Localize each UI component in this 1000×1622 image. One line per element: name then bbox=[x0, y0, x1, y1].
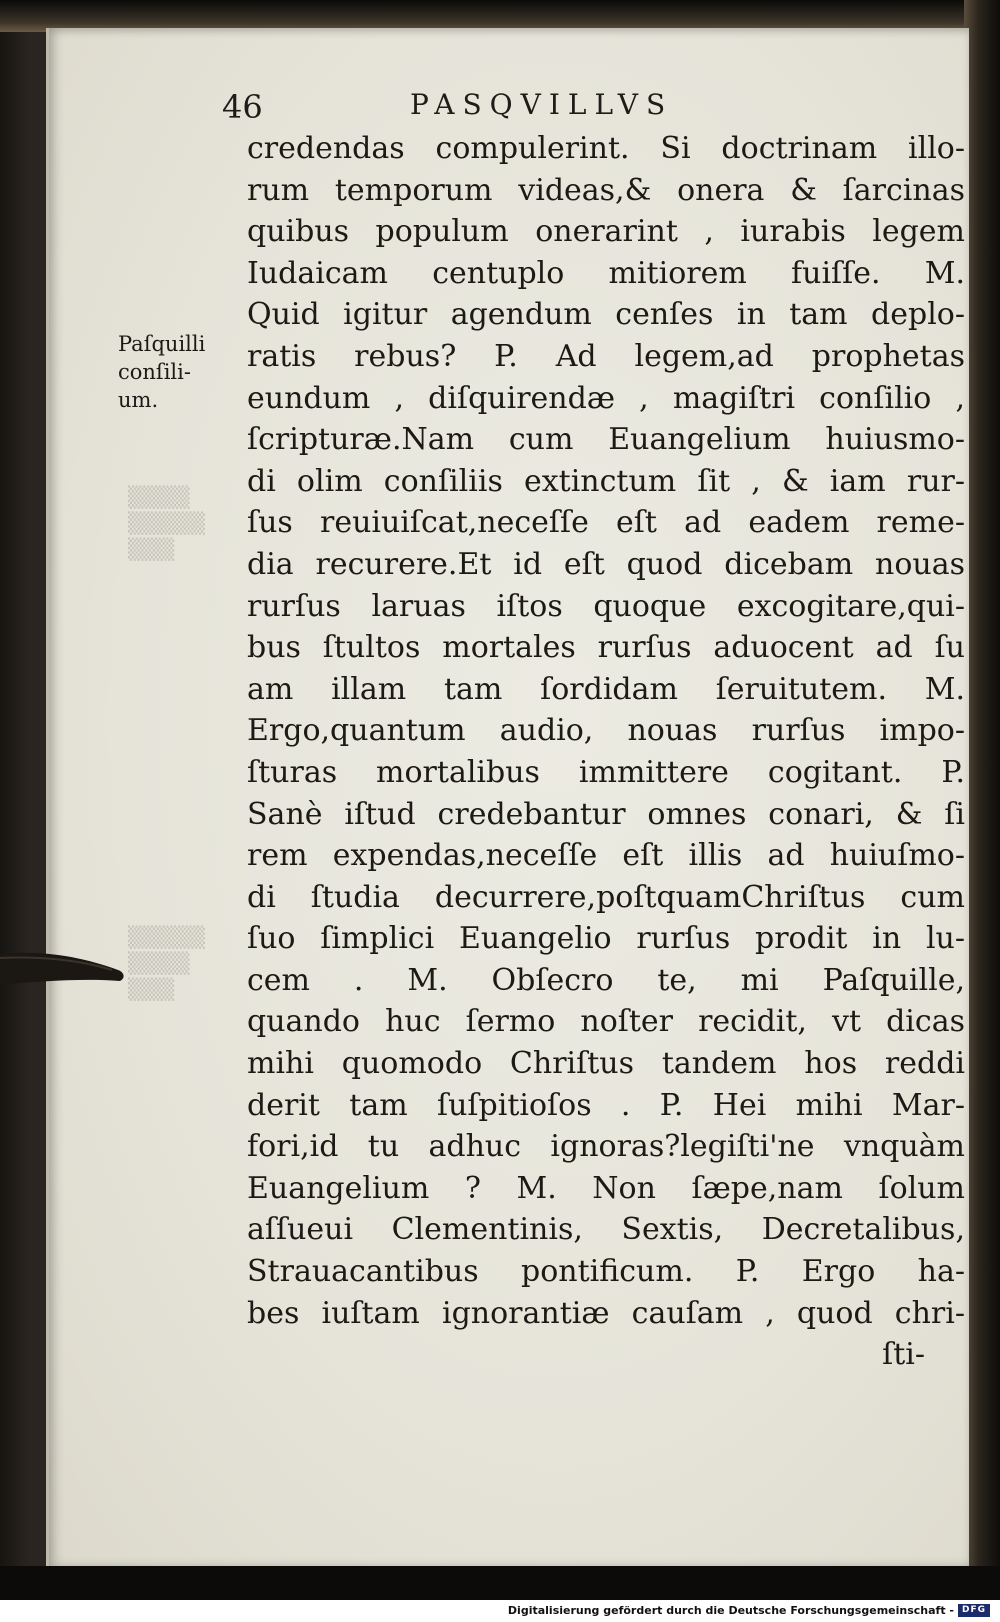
text-line: credendas compulerint. Si doctrinam illo- bbox=[247, 131, 965, 166]
text-line: quibus populum onerarint , iurabis legem bbox=[247, 214, 965, 250]
text-line: ratis rebus? P. Ad legem,ad prophetas bbox=[247, 338, 965, 374]
running-head: PASQVILLVS bbox=[410, 88, 674, 121]
scanner-bottom-band bbox=[0, 1566, 1000, 1600]
marginal-note bbox=[118, 330, 228, 414]
text-line: Iudaicam centuplo mitiorem fuiſſe. M. bbox=[247, 255, 965, 291]
text-line: mihi quomodo Chriſtus tandem hos reddi bbox=[247, 1046, 965, 1082]
show-through-text: ▒▒▒▒ ▒▒▒▒▒ ▒▒▒ bbox=[128, 485, 205, 561]
text-line: ſcripturæ.Nam cum Euangelium huiusmo- bbox=[247, 422, 965, 458]
text-line: Quid igitur agendum cenſes in tam deplo- bbox=[247, 297, 965, 333]
marginal-note-line: um. bbox=[118, 388, 159, 412]
text-line: ſturas mortalibus immittere cogitant. P. bbox=[247, 754, 965, 790]
text-line: dia recurere.Et id eſt quod dicebam nouas bbox=[247, 546, 965, 582]
text-line: ſus reuiuiſcat,neceſſe eſt ad eadem reme- bbox=[247, 505, 965, 541]
text-line: rem expendas,neceſſe eſt illis ad huiuſmo- bbox=[247, 838, 965, 874]
text-line: cem . M. Obſecro te, mi Paſquille, bbox=[247, 962, 965, 998]
text-line: bus ſtultos mortales rurſus aduocent ad ſu bbox=[247, 630, 965, 666]
text-line: di ſtudia decurrere,poſtquamChriſtus cum bbox=[247, 879, 965, 915]
text-line: bes iuſtam ignorantiæ cauſam , quod chri- bbox=[247, 1295, 965, 1331]
page-number: 46 bbox=[222, 88, 263, 126]
text-line: quando huc ſermo noſter recidit, vt dicas bbox=[247, 1004, 965, 1040]
text-line: derit tam ſuſpitioſos . P. Hei mihi Mar- bbox=[247, 1087, 965, 1123]
catchword: ſti- bbox=[882, 1337, 925, 1373]
text-line: am illam tam ſordidam ſeruitutem. M. bbox=[247, 671, 965, 707]
text-line: ſuo ſimplici Euangelio rurſus prodit in lu- bbox=[247, 921, 965, 957]
book-right-edge bbox=[964, 0, 1000, 1600]
text-line: Euangelium ? M. Non ſæpe,nam ſolum bbox=[247, 1170, 965, 1206]
text-line: Strauacantibus pontificum. P. Ergo ha- bbox=[247, 1254, 965, 1290]
text-line: eundum , diſquirendæ , magiſtri conſilio , bbox=[247, 380, 965, 416]
digitization-credit bbox=[508, 1604, 990, 1617]
bookmark-ribbon bbox=[0, 948, 130, 988]
text-line: aſſueui Clementinis, Sextis, Decretalibus, bbox=[247, 1212, 965, 1248]
marginal-note-line: conſili- bbox=[118, 360, 191, 384]
text-line: rum temporum videas,& onera & ſarcinas bbox=[247, 172, 965, 208]
show-through-text: ▒▒▒▒▒ ▒▒▒▒ ▒▒▒ bbox=[128, 925, 205, 1001]
text-line: Sanè iſtud credebantur omnes conari, & ſi bbox=[247, 796, 965, 832]
credit-text: Digitalisierung gefördert durch die Deutsche Forschungsgemeinschaft - bbox=[507, 1604, 954, 1617]
dfg-logo: DFG bbox=[958, 1604, 990, 1617]
text-line: rurſus laruas iſtos quoque excogitare,qui- bbox=[247, 588, 965, 624]
body-text bbox=[247, 128, 965, 1376]
text-line: Ergo,quantum audio, nouas rurſus impo- bbox=[247, 713, 965, 749]
text-line: di olim conſiliis extinctum ſit , & iam rur- bbox=[247, 463, 965, 499]
text-line: fori,id tu adhuc ignoras?legiſti'ne vnquàm bbox=[247, 1129, 965, 1165]
marginal-note-line: Paſquilli bbox=[118, 332, 206, 356]
